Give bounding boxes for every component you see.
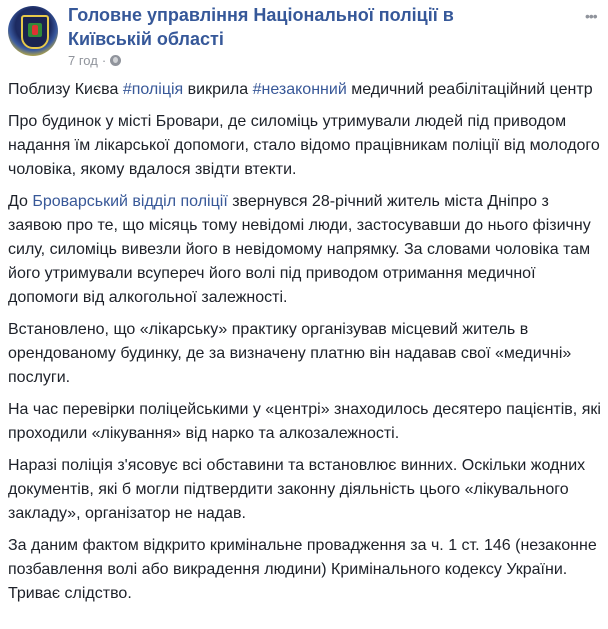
post-paragraph: [8, 318, 603, 390]
post-text: Поблизу Києва: [8, 81, 123, 98]
post-link[interactable]: #поліція: [122, 81, 184, 98]
post-text: До: [8, 193, 33, 210]
timestamp-link[interactable]: 7 год: [68, 53, 98, 68]
police-emblem-icon: [21, 15, 49, 49]
post-text: Встановлено, що «лікарську» практику організував місцевий житель в орендованому будинку, де за визначену платню він надавав свої «медичні» послуги.: [8, 321, 572, 386]
post-text: Наразі поліція з'ясовує всі обставини та встановлює винних. Оскільки жодних документів, які б могли підтвердити законну діяльність цього «лікувального закладу», організатор не надав.: [8, 457, 586, 522]
page-avatar[interactable]: [8, 6, 58, 56]
post-header: [0, 0, 608, 75]
post-paragraph: [8, 398, 603, 446]
globe-icon[interactable]: [110, 55, 121, 66]
post-paragraph: [8, 454, 603, 526]
post-paragraph: [8, 534, 603, 606]
post-text: викрила: [183, 81, 253, 98]
post-text: звернувся 28-річний житель міста Дніпро з заявою про те, що місяць тому невідомі люди, застосувавши до нього фізичну силу, силоміць вивезли його в невідомому напрямку. За словами чоловіка там його утримували всупереч його волі під приводом отримання медичної допомоги від алкогольної залежності.: [8, 193, 591, 306]
post-paragraph: [8, 110, 603, 182]
post-text: медичний реабілітаційний центр: [346, 81, 593, 98]
post-text: Про будинок у місті Бровари, де силоміць утримували людей під приводом надання їм лікарської допомоги, стало відомо працівникам поліції від молодого чоловіка, якому вдалося звідти втекти.: [8, 113, 600, 178]
post-paragraph: [8, 78, 603, 102]
post-text: На час перевірки поліцейськими у «центрі» знаходилось десятеро пацієнтів, які проходили «лікування» від нарко та алкозалежності.: [8, 401, 601, 442]
post-link[interactable]: Броварський відділ поліції: [32, 193, 228, 210]
page-name-link[interactable]: Головне управління Національної поліції в Київській області: [68, 5, 454, 49]
post-body: [8, 78, 603, 614]
post-link[interactable]: #незаконний: [252, 81, 347, 98]
meta-separator: ·: [101, 53, 107, 68]
ellipsis-icon[interactable]: •••: [585, 8, 597, 24]
post-text: За даним фактом відкрито кримінальне провадження за ч. 1 ст. 146 (незаконне позбавлення волі або викрадення людини) Кримінального кодексу України. Триває слідство.: [8, 537, 597, 602]
post-paragraph: [8, 190, 603, 310]
post-meta: [68, 53, 121, 68]
